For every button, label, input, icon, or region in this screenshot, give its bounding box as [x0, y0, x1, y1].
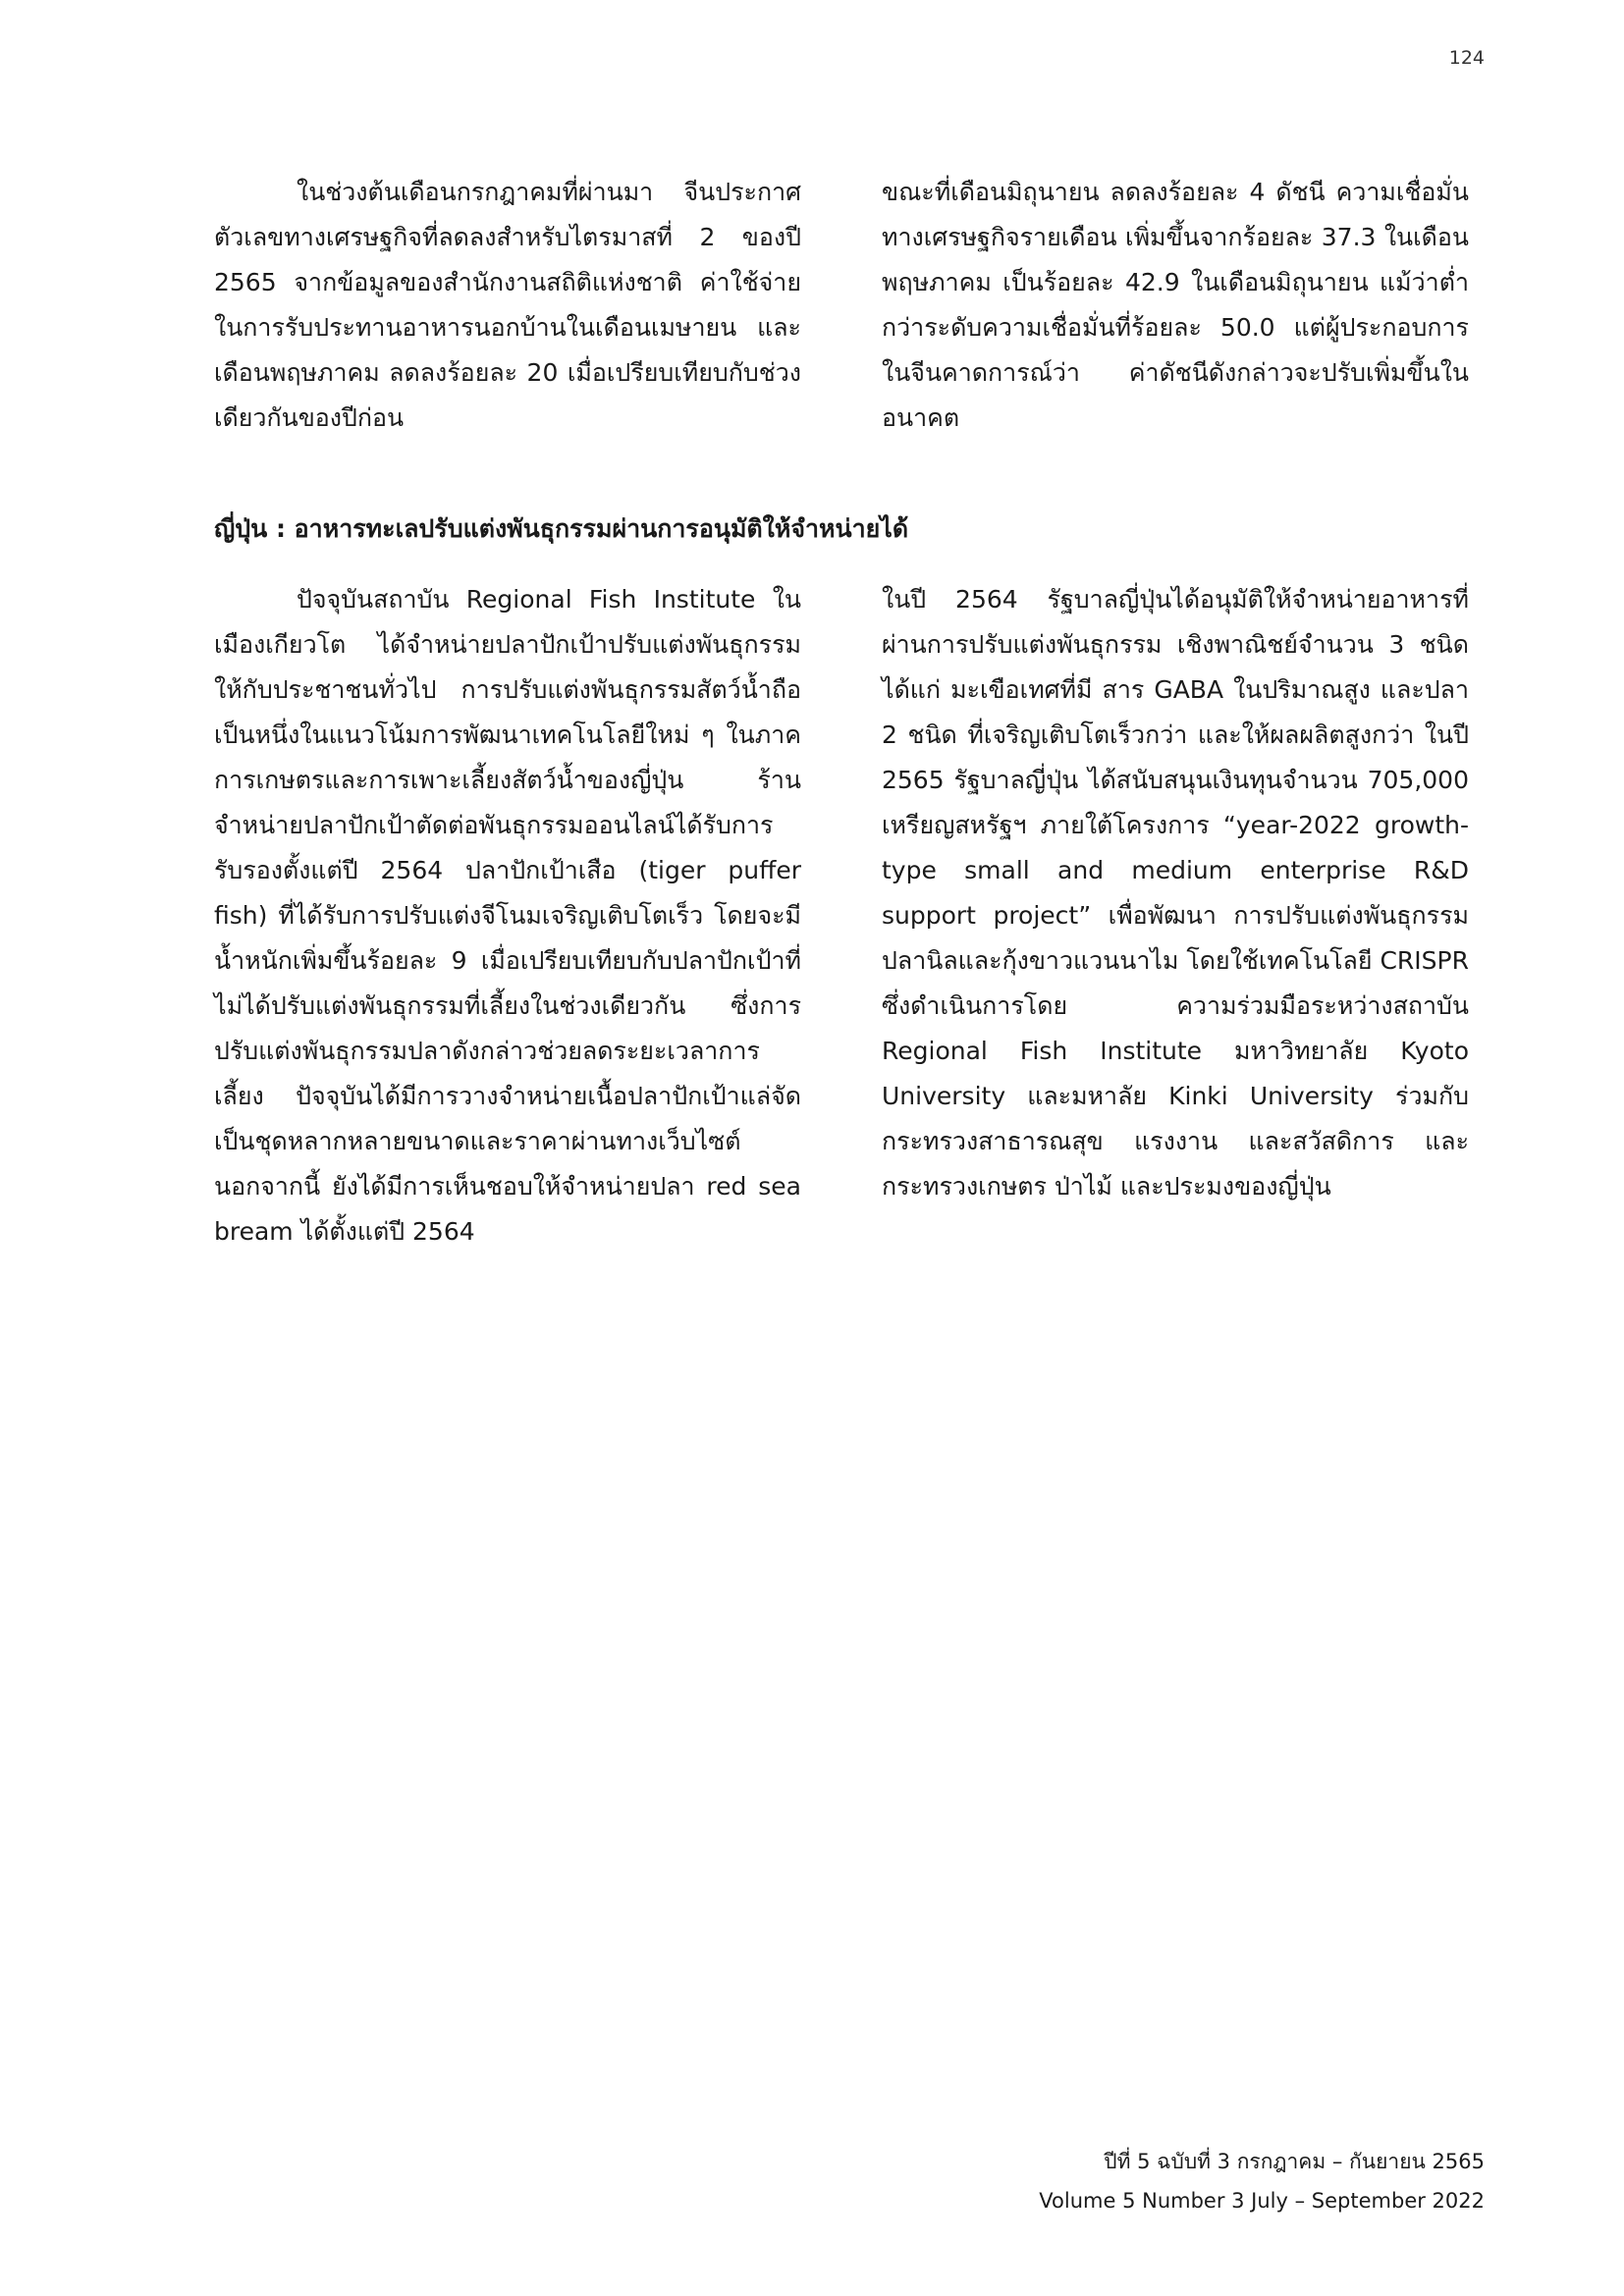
- intro-column-left: [214, 170, 801, 441]
- section-paragraph-right: ในปี 2564 รัฐบาลญี่ปุ่นได้อนุมัติให้จำหน่ายอาหารที่ผ่านการปรับแต่งพันธุกรรม เชิงพาณิชย์จำนวน 3 ชนิด ได้แก่ มะเขือเทศที่มี สาร GABA ในปริมาณสูง และปลา 2 ชนิด ที่เจริญเติบโตเร็วกว่า และให้ผลผลิตสูงกว่า ในปี 2565 รัฐบาลญี่ปุ่น ได้สนับสนุนเงินทุนจำนวน 705,000 เหรียญสหรัฐฯ ภายใต้โครงการ “year-2022 growth-type small and medium enterprise R&D support project” เพื่อพัฒนา การปรับแต่งพันธุกรรมปลานิลและกุ้งขาวแวนนาไม โดยใช้เทคโนโลยี CRISPR ซึ่งดำเนินการโดย ความร่วมมือระหว่างสถาบัน Regional Fish Institute มหาวิทยาลัย Kyoto University และมหาลัย Kinki University ร่วมกับกระทรวงสาธารณสุข แรงงาน และสวัสดิการ และกระทรวงเกษตร ป่าไม้ และประมงของญี่ปุ่น: [882, 585, 1469, 1201]
- section-paragraph-left: ปัจจุบันสถาบัน Regional Fish Institute ในเมืองเกียวโต ได้จำหน่ายปลาปักเป้าปรับแต่งพันธุกรรมให้กับประชาชนทั่วไป การปรับแต่งพันธุกรรมสัตว์น้ำถือเป็นหนึ่งในแนวโน้มการพัฒนาเทคโนโลยีใหม่ ๆ ในภาคการเกษตรและการเพาะเลี้ยงสัตว์น้ำของญี่ปุ่น ร้านจำหน่ายปลาปักเป้าตัดต่อพันธุกรรมออนไลน์ได้รับการรับรองตั้งแต่ปี 2564 ปลาปักเป้าเสือ (tiger puffer fish) ที่ได้รับการปรับแต่งจีโนมเจริญเติบโตเร็ว โดยจะมีน้ำหนักเพิ่มขึ้นร้อยละ 9 เมื่อเปรียบเทียบกับปลาปักเป้าที่ไม่ได้ปรับแต่งพันธุกรรมที่เลี้ยงในช่วงเดียวกัน ซึ่งการปรับแต่งพันธุกรรมปลาดังกล่าวช่วยลดระยะเวลาการเลี้ยง ปัจจุบันได้มีการวางจำหน่ายเนื้อปลาปักเป้าแล่จัดเป็นชุดหลากหลายขนาดและราคาผ่านทางเว็บไซต์ นอกจากนี้ ยังได้มีการเห็นชอบให้จำหน่ายปลา red sea bream ได้ตั้งแต่ปี 2564: [214, 585, 801, 1246]
- section-heading: ญี่ปุ่น : อาหารทะเลปรับแต่งพันธุกรรมผ่านการอนุมัติให้จำหน่ายได้: [214, 514, 909, 543]
- footer-issue-english: Volume 5 Number 3 July – September 2022: [1039, 2189, 1485, 2213]
- intro-paragraph-right: ขณะที่เดือนมิถุนายน ลดลงร้อยละ 4 ดัชนี ความเชื่อมั่นทางเศรษฐกิจรายเดือน เพิ่มขึ้นจากร้อยละ 37.3 ในเดือนพฤษภาคม เป็นร้อยละ 42.9 ในเดือนมิถุนายน แม้ว่าต่ำกว่าระดับความเชื่อมั่นที่ร้อยละ 50.0 แต่ผู้ประกอบการในจีนคาดการณ์ว่า ค่าดัชนีดังกล่าวจะปรับเพิ่มขึ้นในอนาคต: [882, 178, 1469, 432]
- page-number: 124: [1448, 47, 1485, 69]
- intro-column-right: [882, 170, 1469, 441]
- footer-issue-thai: ปีที่ 5 ฉบับที่ 3 กรกฎาคม – กันยายน 2565: [1104, 2150, 1485, 2173]
- intro-paragraph-left: ในช่วงต้นเดือนกรกฎาคมที่ผ่านมา จีนประกาศตัวเลขทางเศรษฐกิจที่ลดลงสำหรับไตรมาสที่ 2 ของปี 2565 จากข้อมูลของสำนักงานสถิติแห่งชาติ ค่าใช้จ่ายในการรับประทานอาหารนอกบ้านในเดือนเมษายน และเดือนพฤษภาคม ลดลงร้อยละ 20 เมื่อเปรียบเทียบกับช่วงเดียวกันของปีก่อน: [214, 178, 801, 432]
- section-column-right: [882, 577, 1469, 1209]
- page-footer: [1039, 2142, 1485, 2220]
- section-column-left: [214, 577, 801, 1255]
